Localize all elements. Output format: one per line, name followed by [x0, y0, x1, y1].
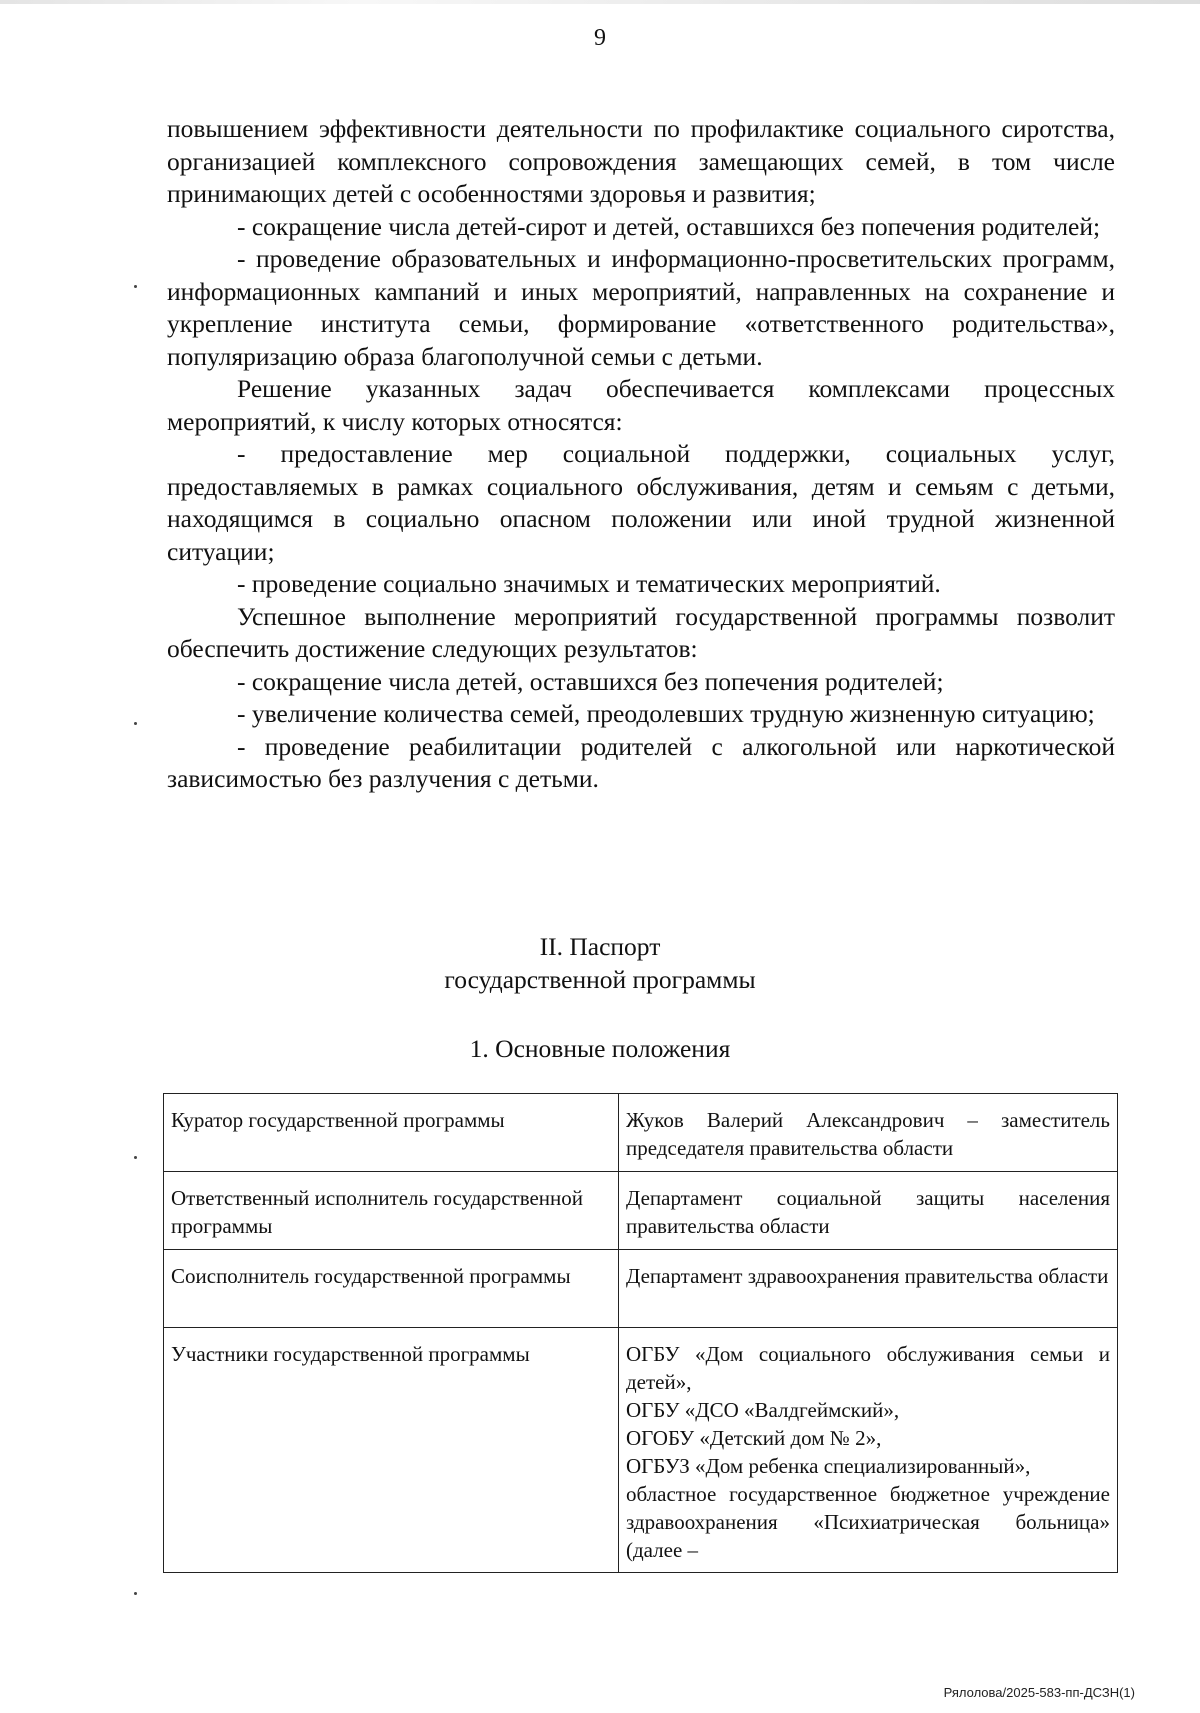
table-cell-label: Ответственный исполнитель государственной программы — [164, 1172, 619, 1250]
table-row — [164, 1328, 1118, 1573]
margin-speck — [134, 1156, 137, 1159]
participant-line: ОГБУЗ «Дом ребенка специализированный», — [626, 1454, 1031, 1478]
table-cell-label: Участники государственной программы — [164, 1328, 619, 1573]
participant-line: ОГОБУ «Детский дом № 2», — [626, 1426, 882, 1450]
table-cell-value: Департамент социальной защиты населения правительства области — [619, 1172, 1118, 1250]
paragraph-6: - проведение социально значимых и тематических мероприятий. — [237, 569, 941, 598]
document-reference: Рялолова/2025-583-пп-ДСЗН(1) — [943, 1685, 1135, 1700]
body-text — [167, 113, 1115, 796]
section-heading — [0, 930, 1200, 996]
paragraph-5: - предоставление мер социальной поддержки, социальных услуг, предоставляемых в рамках социального обслуживания, детям и семьям с детьми, находящимся в социально опасном положении или иной трудной жизненной ситуации; — [167, 439, 1115, 566]
table-cell-value — [619, 1328, 1118, 1573]
table-cell-label: Соисполнитель государственной программы — [164, 1250, 619, 1328]
table-row — [164, 1172, 1118, 1250]
paragraph-7: Успешное выполнение мероприятий государственной программы позволит обеспечить достижение следующих результатов: — [167, 601, 1115, 663]
paragraph-1: повышением эффективности деятельности по профилактике социального сиротства, организацией комплексного сопровождения замещающих семей, в том числе принимающих детей с особенностями здоровья и развития; — [167, 114, 1115, 208]
paragraph-4: Решение указанных задач обеспечивается комплексами процессных мероприятий, к числу которых относятся: — [167, 374, 1115, 436]
participant-line: областное государственное бюджетное учреждение здравоохранения «Психиатрическая больница» (далее – — [626, 1482, 1110, 1562]
margin-speck — [134, 1592, 137, 1595]
margin-speck — [134, 722, 137, 725]
section-heading-line-1: II. Паспорт — [539, 932, 661, 961]
table-cell-value: Жуков Валерий Александрович – заместитель председателя правительства области — [619, 1094, 1118, 1172]
table-cell-label: Куратор государственной программы — [164, 1094, 619, 1172]
page-number: 9 — [594, 25, 606, 51]
table-row — [164, 1094, 1118, 1172]
paragraph-8: - сокращение числа детей, оставшихся без попечения родителей; — [237, 666, 944, 696]
paragraph-3: - проведение образовательных и информационно-просветительских программ, информационных кампаний и иных мероприятий, направленных на сохранение и укрепление института семьи, формирование «ответственного родительства», популяризацию образа благополучной семьи с детьми. — [167, 244, 1115, 371]
passport-table — [163, 1093, 1118, 1573]
subsection-heading: 1. Основные положения — [469, 1034, 731, 1063]
margin-speck — [134, 285, 137, 288]
participant-line: ОГБУ «ДСО «Валдгеймский», — [626, 1398, 900, 1422]
table-row — [164, 1250, 1118, 1328]
section-heading-line-2: государственной программы — [444, 965, 756, 994]
participant-line: ОГБУ «Дом социального обслуживания семьи и детей», — [626, 1342, 1110, 1394]
scan-edge-artifact — [0, 0, 1200, 4]
paragraph-2: - сокращение числа детей-сирот и детей, оставшихся без попечения родителей; — [237, 211, 1101, 241]
paragraph-10: - проведение реабилитации родителей с алкогольной или наркотической зависимостью без разлучения с детьми. — [167, 731, 1115, 793]
paragraph-9: - увеличение количества семей, преодолевших трудную жизненную ситуацию; — [237, 699, 1095, 728]
table-cell-value: Департамент здравоохранения правительства области — [619, 1250, 1118, 1328]
